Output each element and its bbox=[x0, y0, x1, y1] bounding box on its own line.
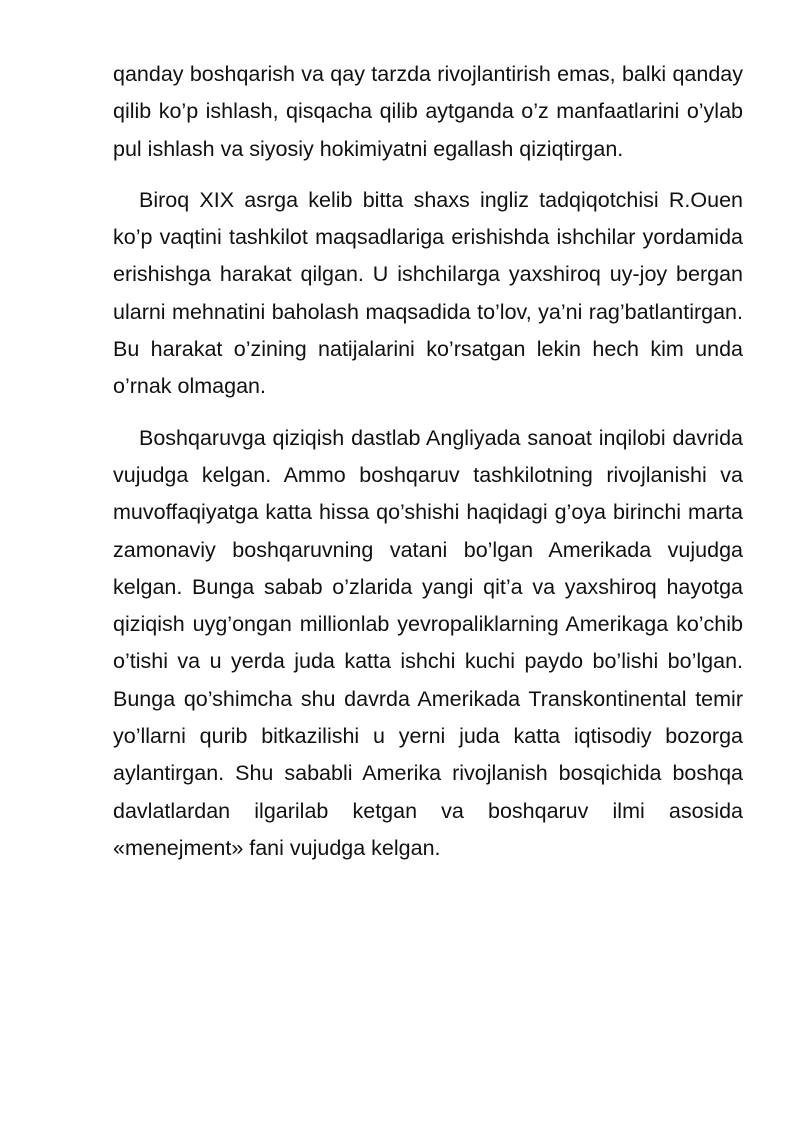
document-body bbox=[113, 56, 743, 867]
paragraph-2: Biroq XIX asrga kelib bitta shaxs ingliz tadqiqotchisi R.Ouen ko’p vaqtini tashkilot maqsadlariga erishishda ishchilar yordamida erishishga harakat qilgan. U ishchilarga yaxshiroq uy-joy bergan ularni mehnatini baholash maqsadida to’lov, ya’ni rag’batlantirgan. Bu harakat o’zining natijalarini ko’rsatgan lekin hech kim unda o’rnak olmagan. bbox=[113, 187, 743, 399]
paragraph-3: Boshqaruvga qiziqish dastlab Angliyada sanoat inqilobi davrida vujudga kelgan. Ammo boshqaruv tashkilotning rivojlanishi va muvoffaqiyatga katta hissa qo’shishi haqidagi g’oya birinchi marta zamonaviy boshqaruvning vatani bo’lgan Amerikada vujudga kelgan. Bunga sabab o’zlarida yangi qit’a va yaxshiroq hayotga qiziqish uyg’ongan millionlab yevropaliklarning Amerikaga ko’chib o’tishi va u yerda juda katta ishchi kuchi paydo bo’lishi bo’lgan. Bunga qo’shimcha shu davrda Amerikada Transkontinental temir yo’llarni qurib bitkazilishi u yerni juda katta iqtisodiy bozorga aylantirgan. Shu sababli Amerika rivojlanish bosqichida boshqa davlatlardan ilgarilab ketgan va boshqaruv ilmi asosida «menejment» fani vujudga kelgan. bbox=[113, 425, 743, 860]
paragraph-1: qanday boshqarish va qay tarzda rivojlantirish emas, balki qanday qilib ko’p ishlash, qisqacha qilib aytganda o’z manfaatlarini o’ylab pul ishlash va siyosiy hokimiyatni egallash qiziqtirgan. bbox=[113, 62, 743, 161]
